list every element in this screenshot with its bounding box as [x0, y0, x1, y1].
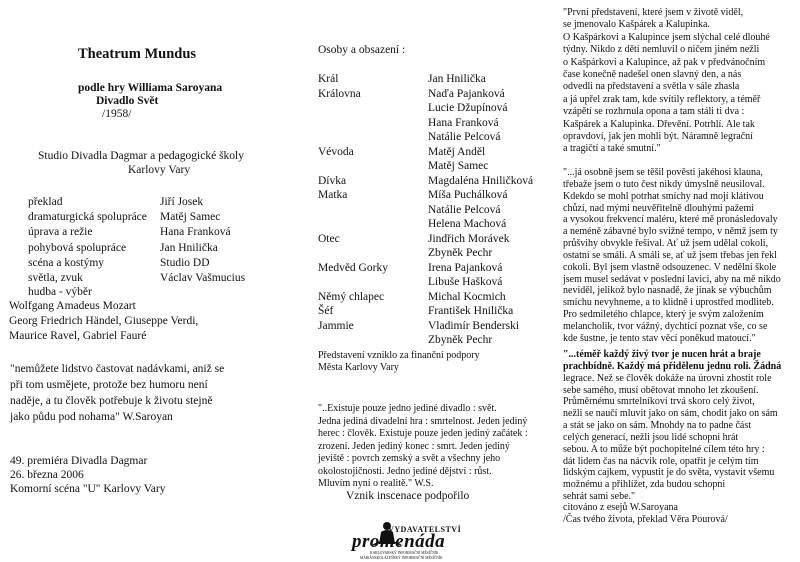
person-name: Jindřich Morávek [428, 232, 510, 245]
role-label: Královna [318, 87, 361, 100]
person-name: Michal Kocmich [428, 290, 506, 303]
quote-line: lidským cajkem, vypustit je do světa, vystavit všemu [563, 467, 775, 479]
world-theatre-quote [318, 403, 528, 491]
person-name: Lucie Džupínová [428, 102, 508, 114]
quote-line: Kdekdo se mohl potrhat smíchy nad mojí klátivou [563, 190, 764, 202]
quote-line: zrození. Jeden jediný konec : smrt. Jeden jediný [318, 440, 510, 452]
quote-paragraph-1 [563, 7, 770, 156]
quote-line: sehrát sami sebe." [563, 491, 636, 503]
logo-publisher: VYDAVATELSTVÍ [388, 525, 462, 534]
person-name: Jan Hnilička [160, 241, 218, 254]
role-label: scéna a kostýmy [28, 256, 105, 269]
quote-line: vzápětí se rozhrnula opona a tam stáli ti dva : [563, 106, 745, 118]
quote-line: prachbídně. Každý má přidělenu jednu roli. Žádná [563, 360, 782, 372]
person-name: Míša Puchálková [428, 189, 508, 201]
person-name: Naďa Pajanková [428, 87, 505, 100]
person-name: Zbyněk Pechr [428, 334, 493, 346]
person-name: Hana Franková [428, 116, 499, 129]
person-name: Matěj Samec [160, 211, 221, 224]
logo-name: promenáda [352, 531, 446, 552]
footer-line: 26. března 2006 [10, 469, 84, 481]
quote-line: "První představení, které jsem v životě viděl, [563, 7, 744, 18]
person-name: Jiří Josek [160, 196, 204, 208]
studio-line-1: Studio Divadla Dagmar a pedagogické školy [38, 150, 244, 162]
quote-line: herec : člověk. Existuje pouze jeden jediný začátek : [318, 428, 528, 439]
quote-line: chůzí, nad mými neuvěřitelně dlouhými pažemi [563, 202, 755, 214]
quote-line: smíchu nevyhneme, a to klidně i uprostřed modliteb. [563, 297, 774, 309]
quote-line: třebaže jsem o tuto čest nikdy úmyslně neusiloval. [563, 178, 765, 190]
quote-line: sebe samého, musí obětovat mnoho let zkoušení. [563, 384, 759, 396]
role-label: Vévoda [318, 145, 354, 158]
role-label: úprava a režie [28, 226, 93, 239]
quote-paragraph-2 [563, 167, 781, 345]
role-label: světla, zvuk [28, 271, 83, 284]
quote-line: neviděl, jelikož bylo nasnadě, že jinak se výbuchům [563, 285, 772, 297]
person-name: Václav Vašmucius [160, 271, 246, 284]
composers-list [9, 299, 198, 344]
quote-line: a stát se jako on sám. Mnohdy na to padne část [563, 420, 752, 432]
quote-line: "...téměř každý živý tvor je nucen hrát a braje [563, 349, 761, 360]
composer-line: Georg Friedrich Händel, Giuseppe Verdi, [9, 315, 199, 327]
page-title: Theatrum Mundus [78, 46, 197, 62]
role-label: Matka [318, 189, 348, 201]
quote-line: "...já osobně jsem se těšil pověsti jakéhosi klauna, [563, 167, 763, 178]
quote-line: legrace. Než se člověk dokáže na úrovni zhostit role [563, 372, 772, 384]
quote-line: O Kašpárkovi a Kalupince jsem slýchal celé dlouhé [563, 31, 770, 43]
role-label: překlad [28, 196, 63, 208]
quote-line: kde šustne, je tento stav věcí poněkud matoucí." [563, 332, 756, 344]
quote-line: a vysokou frekvencí maléru, které mě pronásledovaly [563, 214, 778, 226]
person-name: Helena Machová [428, 218, 507, 230]
person-name: Matěj Samec [428, 160, 489, 172]
quote-line: naděje, a tu člověk potřebuje k životu stejně [10, 395, 213, 407]
premiere-info [10, 454, 165, 496]
quote-line: a já upřel zrak tam, kde svítily reflektory, a téměř [563, 93, 761, 105]
person-name: Magdaléna Hniličková [428, 174, 534, 187]
quote-line: celých generací, nežli jsou lidé schopni hrát [563, 431, 739, 443]
quote-line: a neméně zábavné bylo svižné tempo, v němž jsem ty [563, 226, 778, 238]
role-label: Otec [318, 232, 340, 245]
quote-line: se jmenovalo Kašpárek a Kalupinka. [563, 19, 710, 31]
person-name: Vladimír Benderski [428, 319, 520, 332]
quote-line: ostatní se smáli. A smáli se, ať už jsem třebas jen řekl [563, 249, 777, 261]
quote-line: melancholik, tvor vážný, dychtící poznat vše, co se [563, 320, 768, 332]
person-name: Natálie Pelcová [428, 131, 501, 143]
quote-line: čase konečně nadešel onen slavný den, a nás [563, 69, 742, 81]
quote-line: průšvihy obvykle řešival. Ať už jsem udělal cokoli, [563, 238, 769, 250]
role-label: Král [318, 73, 339, 85]
subtitle-play: Divadlo Svět [96, 95, 159, 107]
quote-line: "..Existuje pouze jedno jediné divadlo : svět. [318, 403, 497, 414]
subtitle-author: podle hry Williama Saroyana [78, 82, 223, 94]
quote-line: okolostojičnosti. Jedno jediné dějství : růst. [318, 465, 492, 477]
quote-line: Jedna jediná divadelní hra : smrtelnost. Jeden jediný [318, 415, 528, 427]
person-name: František Hnilička [428, 305, 514, 317]
quote-line: sebou. A to může být pochopitelné cílem této hry : [563, 443, 765, 455]
footer-line: 49. premiéra Divadla Dagmar [10, 455, 148, 467]
role-label: pohybová spolupráce [28, 241, 127, 254]
sponsor-line: Vznik inscenace podpořilo [346, 490, 470, 502]
quote-line: opravdoví, jak jen mohli být. Náramně legrační [563, 131, 753, 143]
quote-line: Mluvím nyní o realitě." W.S. [318, 478, 434, 489]
role-label: Němý chlapec [318, 290, 385, 303]
music-label: hudba - výběr [28, 286, 92, 298]
person-name: Studio DD [160, 256, 210, 269]
composer-line: Wolfgang Amadeus Mozart [9, 300, 136, 312]
citation-line-2: /Čas tvého života, překlad Věra Pourová/ [563, 514, 728, 525]
citation-line-1: citováno z esejů W.Saroyana [563, 502, 678, 513]
role-label: dramaturgická spolupráce [28, 211, 147, 224]
quote-line: odvedli na představení a světla v sále zhasla [563, 81, 740, 93]
quote-line: o Kašpárkovi a Kalupince, až pak v předvánočním [563, 56, 766, 68]
quote-paragraph-3 [563, 349, 781, 503]
person-name: Hana Franková [160, 226, 231, 239]
quote-line: dát lidem čas na nácvik role, opatřit je celým tím [563, 455, 759, 467]
quote-line: Pro sedmiletého chlapce, který je svým založením [563, 309, 764, 321]
person-name: Zbyněk Pechr [428, 247, 493, 259]
footer-line: Komorní scéna "U" Karlovy Vary [10, 483, 166, 495]
role-label: Medvěd Gorky [318, 261, 388, 274]
composer-line: Maurice Ravel, Gabriel Fauré [9, 330, 147, 342]
person-name: Natálie Pelcová [428, 203, 501, 216]
person-name: Jan Hnilička [428, 73, 486, 85]
logo-subtitle-2: MARIÁNSKOLÁZEŇSKÝ INFORMAČNÍ MĚSÍČNÍK [360, 556, 443, 560]
support-line-1: Představení vzniklo za finanční podpory [318, 350, 480, 361]
saroyan-quote [10, 361, 224, 425]
person-name: Matěj Anděl [428, 145, 486, 158]
play-year: /1958/ [102, 108, 132, 120]
quote-line: nežli se naučí mluvit jako on sám, chodit jako on sám [563, 408, 778, 420]
quote-line: Kašpárek a Kalupinka. Dřevění. Potrhlí. Ale tak [563, 118, 755, 130]
logo-subtitle-1: KARLOVARSKÝ INFORMAČNÍ MĚSÍČNÍK [370, 551, 439, 555]
quote-line: a tragičtí a také smutní." [563, 143, 661, 155]
quote-line: jako půdu pod nohama" W.Saroyan [10, 411, 173, 423]
quote-line: jeviště : povrch zemský a svět a všechny jeho [318, 453, 501, 464]
role-label: Jammie [318, 319, 354, 332]
support-line-2: Města Karlovy Vary [318, 362, 399, 373]
quote-line: cokoli. Byl jsem vlastně odsouzenec. V nedělní škole [563, 261, 777, 273]
role-label: Dívka [318, 174, 347, 187]
quote-line: při tom usmějete, protože bez humoru není [10, 379, 208, 391]
quote-line: jsem musel sedávat v poslední lavici, aby na mě nikdo [563, 273, 781, 285]
person-name: Irena Pajanková [428, 261, 503, 274]
quote-line: "nemůžete lidstvo častovat nadávkami, aniž se [10, 363, 225, 375]
role-label: Šéf [318, 305, 334, 317]
studio-line-2: Karlovy Vary [128, 164, 191, 176]
quote-line: Průměrnému smrtelníkovi trvá skoro celý život, [563, 396, 755, 408]
person-name: Libuše Hašková [428, 276, 503, 288]
quote-line: týdny. Nikdo z dětí nemluvil o ničem jiném nežli [563, 44, 760, 56]
quote-line: možnému a přihlížet, zda budou schopni [563, 479, 726, 491]
cast-title: Osoby a obsazení : [318, 44, 406, 56]
